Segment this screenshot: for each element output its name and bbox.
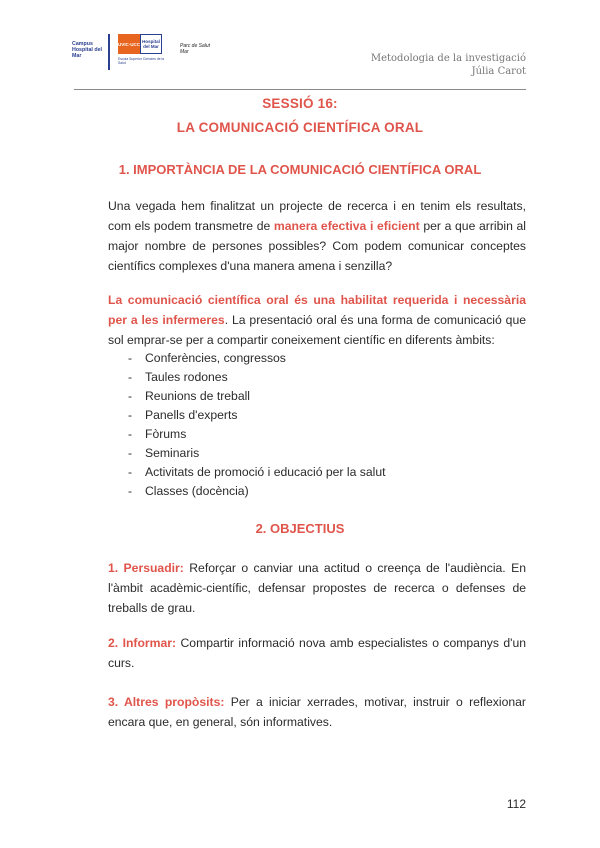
objective-item: 1. Persuadir: Reforçar o canviar una actitud o creença de l'audiència. En l'àmbit acadèmic-científic, defensar propostes de recerca o defenses de treballs de grau. (108, 561, 526, 615)
objective-item: 3. Altres propòsits: Per a iniciar xerrades, motivar, instruir o reflexionar encara que, en general, són informatives. (108, 695, 526, 729)
uvic-logo-subtitle: Escola Superior Ciències de la Salut (118, 57, 165, 65)
page-number: 112 (506, 797, 526, 811)
header-subject: Metodologia de la investigació (370, 53, 526, 64)
header-logos (70, 34, 220, 74)
objective-label: 3. Altres propòsits: (108, 695, 225, 709)
objective-item: 2. Informar: Compartir informació nova amb especialistes o companys d'un curs. (108, 636, 527, 670)
campus-hospital-logo-text: Campus Hospital del Mar (72, 41, 103, 59)
imar-logo-mark: Hospital del Mar (140, 34, 162, 54)
list-bullet: - (128, 408, 133, 422)
list-bullet: - (128, 465, 133, 479)
list-item-text: Conferències, congressos (145, 351, 286, 365)
list-item (128, 368, 385, 387)
list-item-text: Taules rodones (145, 370, 228, 384)
list-item-text: Activitats de promoció i educació per la salut (145, 465, 386, 479)
section2-heading: 2. OBJECTIUS (255, 521, 345, 536)
list-bullet: - (128, 446, 133, 460)
list-item (128, 425, 385, 444)
uvic-logo-mark: UVIC·UCC (118, 34, 140, 54)
list-item (128, 349, 385, 368)
section1-paragraph-2: La comunicació científica oral és una habilitat requerida i necessària per a les infermeres. La presentació oral és una forma de comunicació que sol emprar-se per a compartir coneixement científic en diferents àmbits: (108, 293, 526, 347)
list-bullet: - (128, 370, 133, 384)
header-meta (371, 52, 526, 78)
campus-hospital-logo (70, 34, 110, 70)
list-item-text: Fòrums (145, 427, 187, 441)
header-author: Júlia Carot (471, 66, 526, 77)
list-bullet: - (128, 351, 133, 365)
page-title: LA COMUNICACIÓ CIENTÍFICA ORAL (176, 120, 424, 135)
section1-heading: 1. IMPORTÀNCIA DE LA COMUNICACIÓ CIENTÍFICA ORAL (118, 162, 482, 177)
objective-label: 1. Persuadir: (108, 561, 184, 575)
list-bullet: - (128, 484, 133, 498)
highlight-efficient: manera efectiva i eficient (273, 219, 420, 233)
section1-paragraph-1: Una vegada hem finalitzat un projecte de recerca i en tenim els resultats, com els podem transmetre de manera efectiva i eficient per a que arribin al major nombre de persones possibles? Com podem comunicar conceptes científics complexes d'una manera amena i senzilla? (108, 199, 527, 273)
header-divider (74, 89, 526, 90)
list-bullet: - (128, 389, 133, 403)
uvic-logo (118, 34, 166, 65)
list-item-text: Panells d'experts (145, 408, 238, 422)
list-item (128, 463, 385, 482)
parc-salut-logo: Parc de Salut Mar (180, 43, 211, 55)
objective-label: 2. Informar: (108, 636, 177, 650)
list-item (128, 482, 385, 501)
session-title: SESSIÓ 16: (262, 96, 338, 111)
list-item (128, 444, 385, 463)
list-bullet: - (128, 427, 133, 441)
highlight-skill: La comunicació científica oral és una habilitat requerida i necessària per a les infermeres (108, 293, 526, 327)
list-item-text: Reunions de treball (145, 389, 251, 403)
list-item (128, 406, 385, 425)
areas-list (128, 349, 385, 501)
list-item (128, 387, 385, 406)
list-item-text: Classes (docència) (145, 484, 249, 498)
list-item-text: Seminaris (145, 446, 200, 460)
